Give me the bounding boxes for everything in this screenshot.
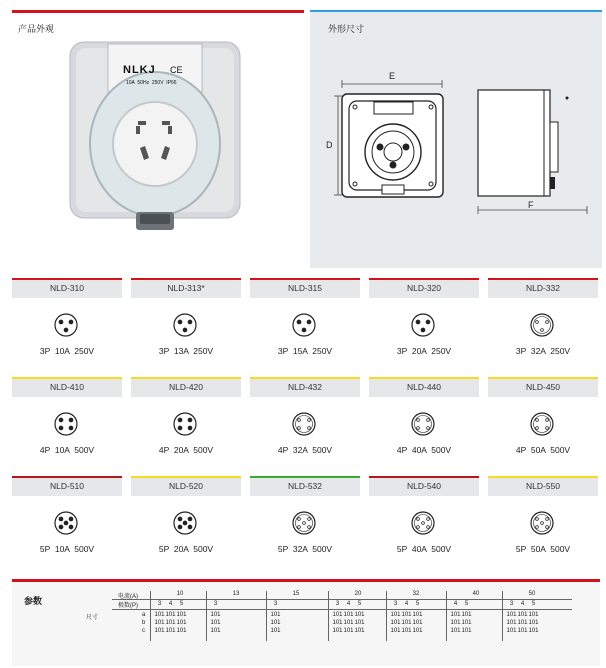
model-card (12, 476, 122, 576)
size-value: 101 (401, 628, 412, 634)
size-value: 101 (412, 612, 423, 618)
model-color-line (250, 377, 360, 379)
3p-industrial-icon (529, 312, 555, 338)
model-code: NLD-520 (131, 476, 241, 496)
model-code: NLD-310 (12, 278, 122, 298)
model-spec: 5P 50A 500V (515, 544, 571, 554)
4p-pin-icon (53, 411, 79, 437)
model-card (12, 377, 122, 477)
current-value: 50 (528, 591, 536, 597)
4p-industrial-icon (291, 411, 317, 437)
model-code: NLD-450 (488, 377, 598, 397)
size-value: 101 (154, 628, 165, 634)
size-value: 101 (210, 620, 221, 626)
dimension-drawing-panel (310, 12, 602, 268)
rating-label: 10A 50Hz 250V IP66 (126, 80, 177, 86)
dimension-d-label: D (326, 140, 333, 150)
model-card (250, 476, 360, 576)
pole-value: 3 (335, 601, 340, 607)
size-value: 101 (165, 612, 176, 618)
model-code: NLD-440 (369, 377, 479, 397)
current-value: 20 (354, 591, 362, 597)
size-value: 101 (390, 628, 401, 634)
model-card (131, 476, 241, 576)
pole-value: 3 (509, 601, 514, 607)
model-card (12, 278, 122, 378)
dimension-e-label: E (389, 71, 396, 81)
pole-value: 4 (453, 601, 458, 607)
size-value: 101 (450, 628, 461, 634)
size-value: 101 (354, 620, 365, 626)
appearance-title: 产品外观 (18, 24, 55, 34)
size-value: 101 (154, 620, 165, 626)
size-value: 101 (210, 612, 221, 618)
pole-value: 5 (179, 601, 184, 607)
dimensions-title: 外形尺寸 (328, 24, 365, 34)
model-color-line (488, 278, 598, 280)
ce-mark: CE (170, 65, 183, 75)
model-spec: 3P 20A 250V (396, 346, 452, 356)
size-value: 101 (461, 620, 472, 626)
dimension-drawing (310, 12, 602, 268)
model-color-line (12, 476, 122, 478)
model-card (369, 377, 479, 477)
pole-value: 4 (346, 601, 351, 607)
model-color-line (369, 377, 479, 379)
size-value: 101 (528, 628, 539, 634)
pole-value: 3 (273, 601, 278, 607)
size-value: 101 (450, 612, 461, 618)
current-value: 32 (412, 591, 420, 597)
size-value: 101 (165, 620, 176, 626)
size-value: 101 (401, 612, 412, 618)
model-spec: 4P 50A 500V (515, 445, 571, 455)
model-spec: 3P 13A 250V (158, 346, 214, 356)
size-value: 101 (154, 612, 165, 618)
model-spec: 3P 10A 250V (39, 346, 95, 356)
size-value: 101 (343, 612, 354, 618)
model-spec: 5P 32A 500V (277, 544, 333, 554)
model-card (369, 476, 479, 576)
size-value: 101 (517, 612, 528, 618)
pole-value: 3 (213, 601, 218, 607)
3p-flat-icon (53, 312, 79, 338)
model-code: NLD-410 (12, 377, 122, 397)
pole-value: 4 (168, 601, 173, 607)
5p-pin-icon (172, 510, 198, 536)
current-value: 13 (232, 591, 240, 597)
params-table (12, 582, 600, 666)
model-spec: 5P 10A 500V (39, 544, 95, 554)
row-label-b: b (142, 620, 146, 626)
4p-pin-icon (172, 411, 198, 437)
model-card (131, 377, 241, 477)
3p-pin-icon (410, 312, 436, 338)
5p-industrial-icon (529, 510, 555, 536)
pole-value: 5 (464, 601, 469, 607)
size-value: 101 (332, 628, 343, 634)
size-value: 101 (270, 612, 281, 618)
size-value: 101 (270, 628, 281, 634)
size-value: 101 (412, 628, 423, 634)
pole-value: 4 (520, 601, 525, 607)
current-label: 电流(A) (118, 594, 138, 600)
5p-industrial-icon (291, 510, 317, 536)
size-value: 101 (343, 628, 354, 634)
size-value: 101 (332, 620, 343, 626)
pole-value: 3 (393, 601, 398, 607)
size-value: 101 (354, 628, 365, 634)
model-spec: 3P 15A 250V (277, 346, 333, 356)
model-spec: 3P 32A 250V (515, 346, 571, 356)
model-color-line (12, 377, 122, 379)
size-value: 101 (506, 628, 517, 634)
model-code: NLD-540 (369, 476, 479, 496)
current-value: 15 (292, 591, 300, 597)
model-color-line (12, 278, 122, 280)
row-label-c: c (142, 628, 145, 634)
model-color-line (250, 476, 360, 478)
model-spec: 4P 10A 500V (39, 445, 95, 455)
model-code: NLD-432 (250, 377, 360, 397)
model-code: NLD-332 (488, 278, 598, 298)
model-color-line (131, 476, 241, 478)
model-code: NLD-550 (488, 476, 598, 496)
size-value: 101 (461, 612, 472, 618)
3p-square-icon (172, 312, 198, 338)
pole-value: 5 (357, 601, 362, 607)
product-photo (12, 36, 302, 266)
row-label-a: a (142, 612, 146, 618)
params-title: 参数 (24, 596, 43, 606)
size-value: 101 (450, 620, 461, 626)
size-value: 101 (390, 612, 401, 618)
model-color-line (369, 476, 479, 478)
model-code: NLD-315 (250, 278, 360, 298)
size-value: 101 (461, 628, 472, 634)
size-value: 101 (528, 612, 539, 618)
5p-industrial-icon (410, 510, 436, 536)
model-code: NLD-420 (131, 377, 241, 397)
model-card (488, 278, 598, 378)
size-label: 尺寸 (86, 615, 99, 621)
model-code: NLD-320 (369, 278, 479, 298)
model-color-line (131, 278, 241, 280)
poles-label: 极数(P) (118, 603, 138, 609)
size-value: 101 (517, 628, 528, 634)
pole-value: 4 (404, 601, 409, 607)
size-value: 101 (390, 620, 401, 626)
pole-value: 5 (415, 601, 420, 607)
model-spec: 4P 40A 500V (396, 445, 452, 455)
size-value: 101 (528, 620, 539, 626)
model-color-line (131, 377, 241, 379)
size-value: 101 (270, 620, 281, 626)
brand-logo: NLKJ (123, 64, 156, 76)
size-value: 101 (506, 612, 517, 618)
model-card (250, 377, 360, 477)
size-value: 101 (210, 628, 221, 634)
model-code: NLD-313* (131, 278, 241, 298)
dimension-f-label: F (528, 200, 534, 210)
5p-pin-icon (53, 510, 79, 536)
size-value: 101 (332, 612, 343, 618)
pole-value: 3 (157, 601, 162, 607)
current-value: 40 (472, 591, 480, 597)
appearance-header-bar (12, 10, 304, 13)
size-value: 101 (412, 620, 423, 626)
pole-value: 5 (531, 601, 536, 607)
size-value: 101 (354, 612, 365, 618)
size-value: 101 (401, 620, 412, 626)
model-spec: 5P 40A 500V (396, 544, 452, 554)
model-color-line (488, 476, 598, 478)
size-value: 101 (165, 628, 176, 634)
4p-industrial-icon (410, 411, 436, 437)
model-color-line (369, 278, 479, 280)
model-spec: 4P 32A 500V (277, 445, 333, 455)
model-spec: 5P 20A 500V (158, 544, 214, 554)
current-value: 10 (176, 591, 184, 597)
model-card (250, 278, 360, 378)
4p-industrial-icon (529, 411, 555, 437)
size-value: 101 (506, 620, 517, 626)
model-code: NLD-510 (12, 476, 122, 496)
model-code: NLD-532 (250, 476, 360, 496)
model-card (131, 278, 241, 378)
model-card (369, 278, 479, 378)
3p-round-icon (291, 312, 317, 338)
size-value: 101 (517, 620, 528, 626)
model-color-line (488, 377, 598, 379)
model-card (488, 377, 598, 477)
size-value: 101 (176, 628, 187, 634)
model-card (488, 476, 598, 576)
size-value: 101 (176, 612, 187, 618)
size-value: 101 (343, 620, 354, 626)
model-color-line (250, 278, 360, 280)
model-spec: 4P 20A 500V (158, 445, 214, 455)
size-value: 101 (176, 620, 187, 626)
